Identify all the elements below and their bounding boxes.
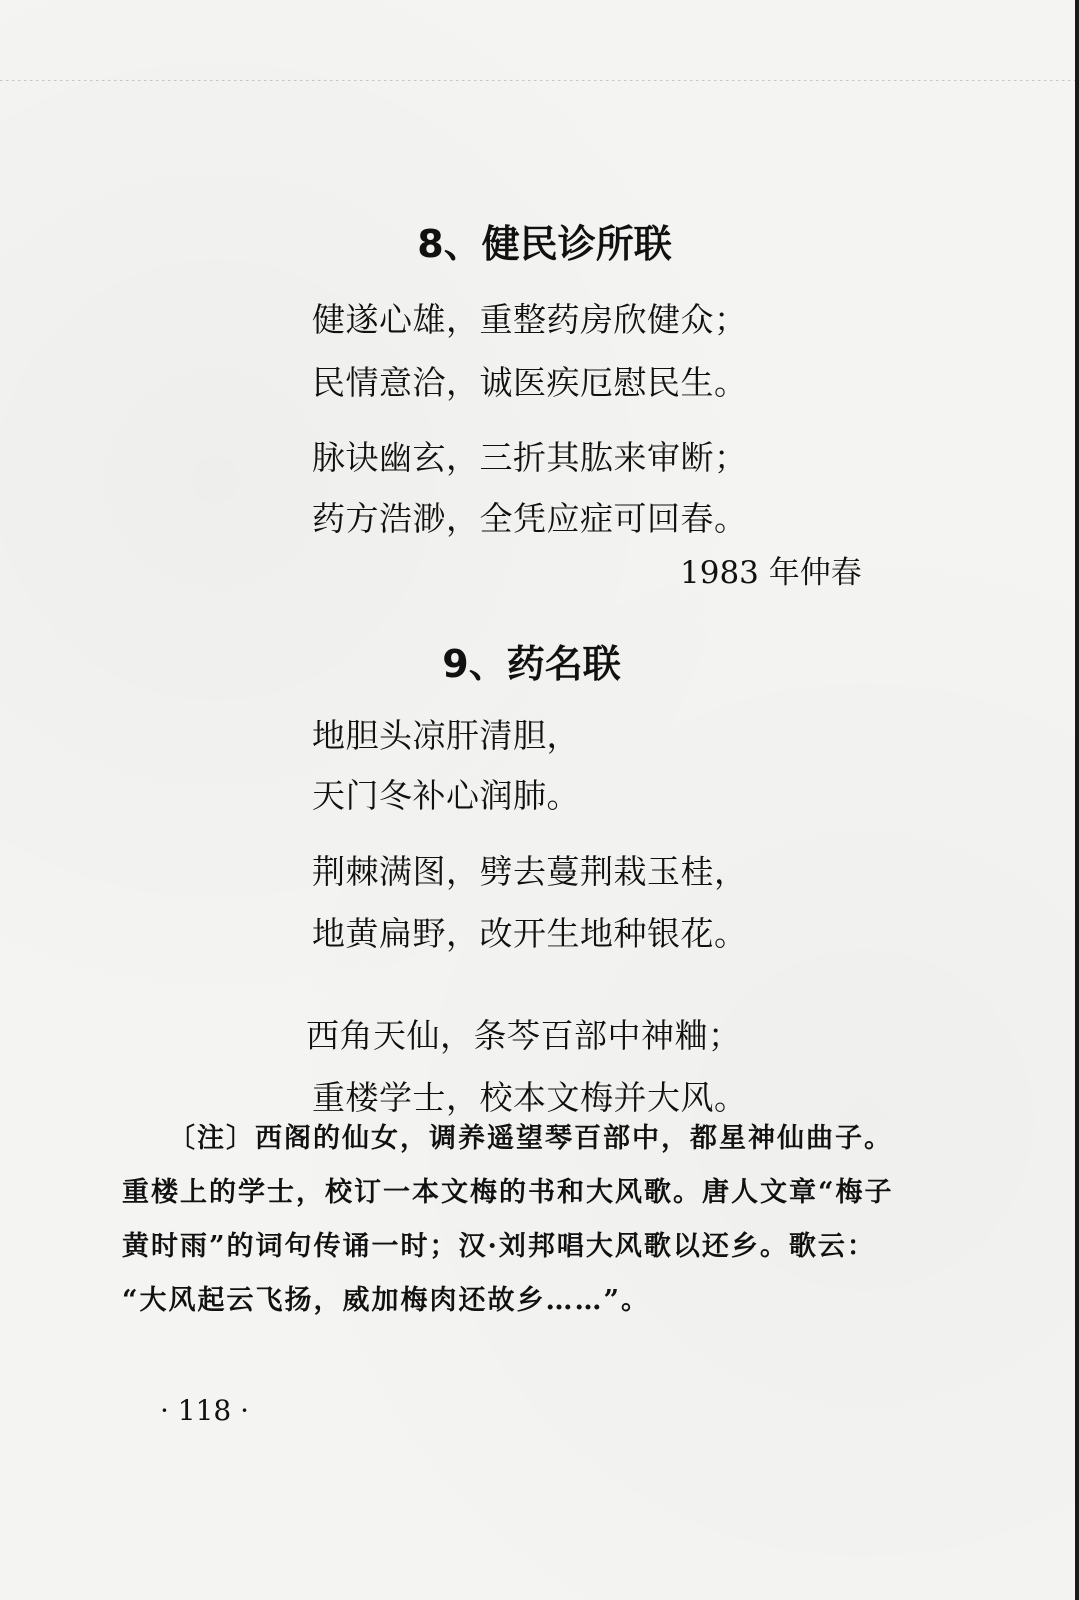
couplet-line: 地胆头凉肝清胆，	[312, 716, 580, 755]
couplet-line: 地黄扁野，改开生地种银花。	[312, 914, 748, 953]
page-number: · 118 ·	[160, 1394, 250, 1427]
note-text: “大风起云飞扬，威加梅肉还故乡……”。	[122, 1285, 651, 1316]
date-line: 1983 年仲春	[680, 555, 862, 591]
note-text: 重楼上的学士，校订一本文梅的书和大风歌。唐人文章“梅子	[122, 1177, 894, 1208]
couplet-line: 天门冬补心润肺。	[312, 776, 580, 815]
couplet-line: 重楼学士，校本文梅并大风。	[312, 1078, 748, 1117]
couplet-line: 荆棘满图，劈去蔓荆栽玉桂，	[312, 852, 748, 891]
couplet-line: 药方浩渺，全凭应症可回春。	[312, 499, 748, 538]
note-text: 黄时雨”的词句传诵一时；汉·刘邦唱大风歌以还乡。歌云：	[122, 1231, 876, 1262]
couplet-line: 民情意洽，诚医疾厄慰民生。	[312, 363, 748, 402]
section-8-heading: 8、健民诊所联	[417, 222, 672, 266]
section-9-heading: 9、药名联	[442, 642, 621, 686]
couplet-line: 脉诀幽玄，三折其肱来审断；	[312, 438, 748, 477]
couplet-line: 健遂心雄，重整药房欣健众；	[312, 300, 748, 339]
scan-noise-line	[0, 80, 1075, 82]
couplet-line: 西角天仙，条芩百部中神粬；	[306, 1016, 742, 1055]
note-text: 〔注〕西阁的仙女，调养遥望琴百部中，都星神仙曲子。	[168, 1123, 893, 1154]
